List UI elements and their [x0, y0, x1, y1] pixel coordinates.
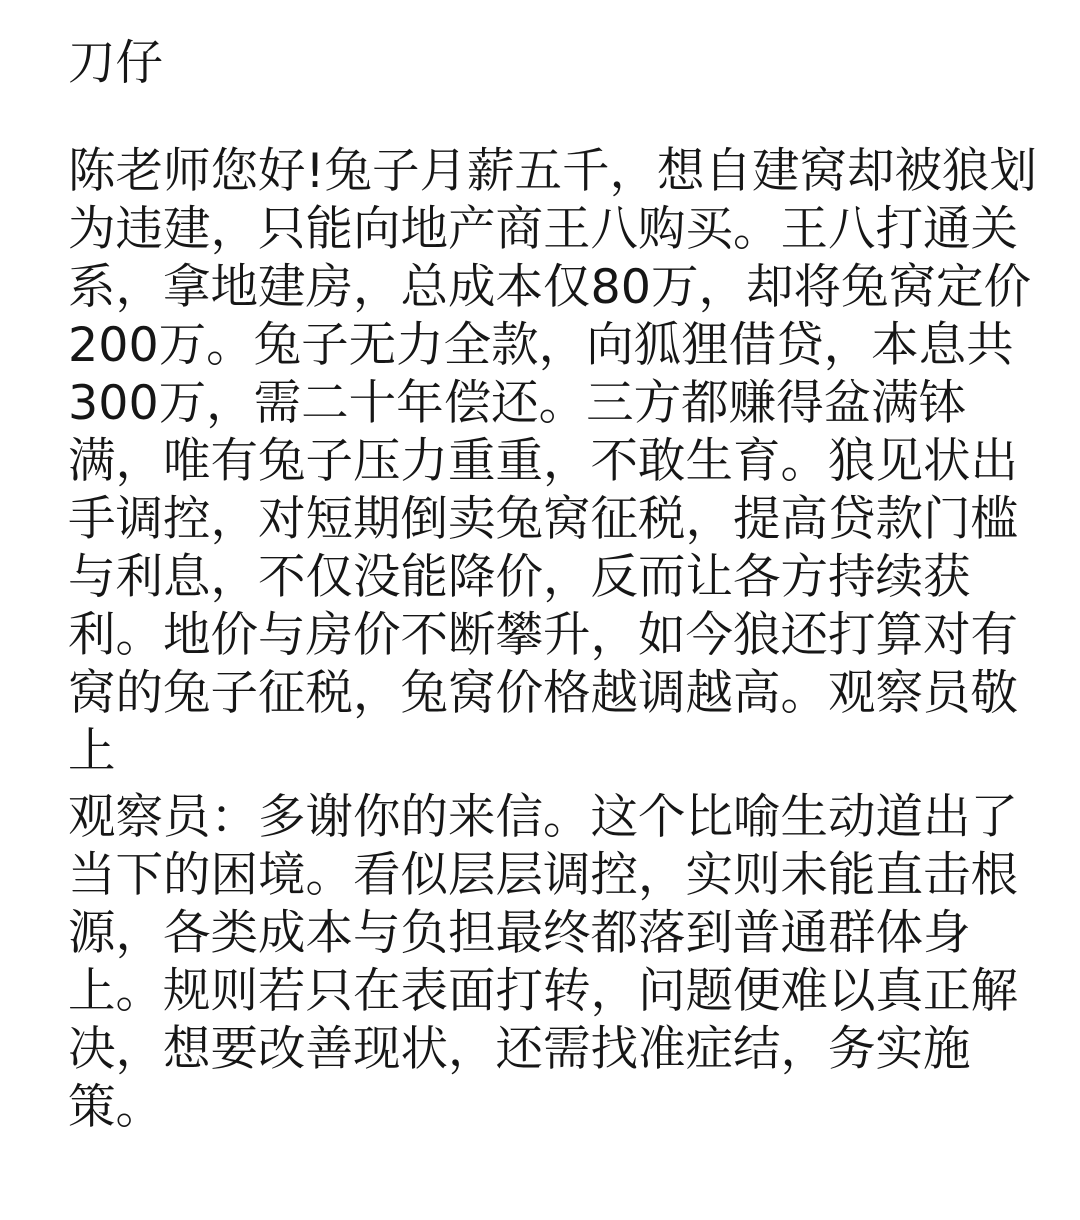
reply-line: 当下的困境。看似层层调控，实则未能直击根 [68, 848, 1018, 903]
reply-line: 策。 [68, 1080, 163, 1135]
letter-line: 满，唯有兔子压力重重，不敢生育。狼见状出 [68, 434, 1018, 489]
letter-line: 为违建，只能向地产商王八购买。王八打通关 [68, 202, 1018, 257]
letter-line: 利。地价与房价不断攀升，如今狼还打算对有 [68, 608, 1018, 663]
letter-line: 手调控，对短期倒卖兔窝征税，提高贷款门槛 [68, 492, 1018, 547]
letter-line: 200万。兔子无力全款，向狐狸借贷，本息共 [68, 318, 1014, 373]
title-line: 刀仔 [68, 36, 163, 91]
reply-line: 决，想要改善现状，还需找准症结，务实施 [68, 1022, 971, 1077]
letter-section [68, 143, 1037, 781]
reply-line: 上。规则若只在表面打转，问题便难以真正解 [68, 964, 1018, 1019]
letter-line: 300万，需二十年偿还。三方都赚得盆满钵 [68, 376, 967, 431]
letter-line: 窝的兔子征税，兔窝价格越调越高。观察员敬 [68, 666, 1018, 721]
letter-line: 与利息，不仅没能降价，反而让各方持续获 [68, 550, 971, 605]
reply-line: 源，各类成本与负担最终都落到普通群体身 [68, 906, 971, 961]
title-section [68, 35, 163, 93]
letter-line: 陈老师您好!兔子月薪五千，想自建窝却被狼划 [68, 144, 1038, 199]
letter-line: 上 [68, 724, 116, 779]
reply-line: 观察员：多谢你的来信。这个比喻生动道出了 [68, 790, 1018, 845]
reply-section [68, 789, 1018, 1137]
letter-line: 系，拿地建房，总成本仅80万，却将兔窝定价 [68, 260, 1031, 315]
